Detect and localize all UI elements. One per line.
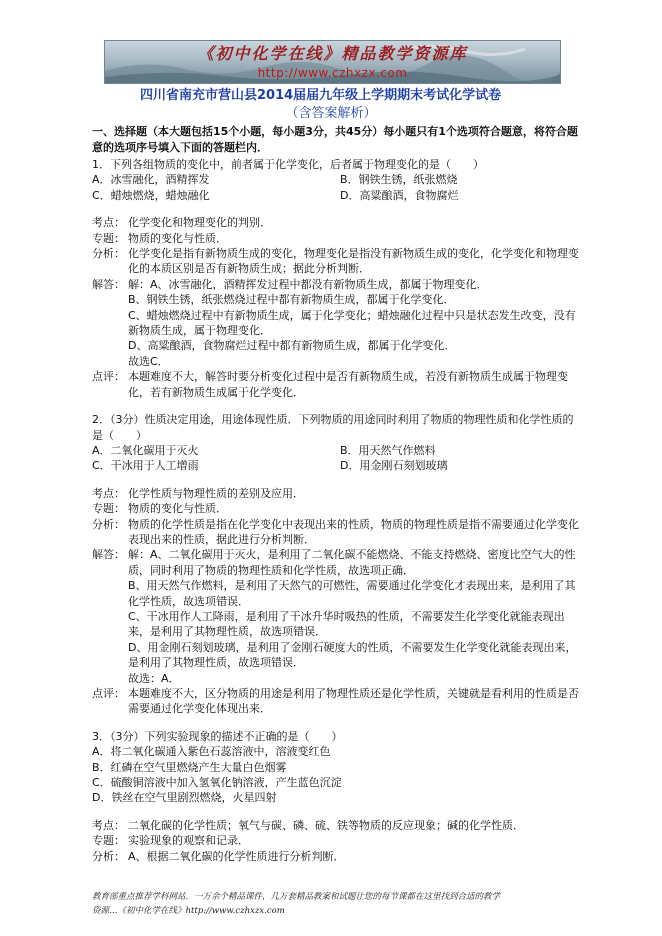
analysis-label: 分析： — [92, 517, 125, 531]
analysis-row — [92, 215, 580, 230]
analysis-label: 专题： — [92, 502, 125, 516]
question-stem: 2．（3分）性质决定用途，用途体现性质．下列物质的用途同时利用了物质的物理性质和化学性质的是（ ） — [92, 413, 574, 442]
analysis-row — [92, 501, 580, 516]
option-c: C．硫酸铜溶液中加入氢氧化钠溶液，产生蓝色沉淀 — [92, 776, 342, 790]
option-grid — [92, 172, 580, 203]
section-heading: 一、选择题（本大题包括15个小题，每小题3分，共45分）每小题只有1个选项符合题意，将符合题意的选项序号填入下面的答题栏内． — [92, 125, 578, 154]
option-a: A．二氧化碳用于灭火 — [92, 443, 199, 457]
answer-choice: 故选：A． — [128, 671, 180, 685]
analysis-row — [92, 246, 580, 277]
analysis-text: A、根据二氧化碳的化学性质进行分析判断． — [128, 849, 345, 863]
analysis-row — [92, 277, 580, 369]
option-a: A．将二氧化碳通入紫色石蕊溶液中，溶液变红色 — [92, 745, 331, 759]
option-grid — [92, 443, 580, 474]
option-d: D．高粱酿酒，食物腐烂 — [340, 188, 459, 202]
analysis-text: C、蜡烛燃烧过程中有新物质生成，属于化学变化；蜡烛融化过程中只是状态发生改变，没有新物质生成，属于物理变化． — [128, 308, 576, 338]
analysis-text: 二氧化碳的化学性质；氧气与碳、磷、硫、铁等物质的反应现象；碱的化学性质． — [128, 818, 524, 832]
option-b: B．钢铁生锈，纸张燃烧 — [340, 173, 458, 187]
analysis-label: 点评： — [92, 687, 125, 700]
analysis-label: 专题： — [92, 231, 125, 245]
analysis-text: B、钢铁生锈，纸张燃烧过程中都有新物质生成，都属于化学变化． — [128, 293, 455, 307]
footer-line: 教育部重点推荐学科网站．一万余个精品课件，几万套精品教案和试题让您的每节课都在这里找到合适的教学 — [92, 892, 501, 902]
analysis-row — [92, 369, 580, 400]
document-subtitle: （含答案解析） — [285, 106, 377, 121]
analysis-row — [92, 486, 580, 501]
question-stem: 3．（3分）下列实验现象的描述不正确的是（ ） — [92, 729, 343, 743]
analysis-text: 化学性质与物理性质的差别及应用． — [128, 486, 304, 500]
analysis-text: 化学变化是指有新物质生成的变化，物理变化是指没有新物质生成的变化，化学变化和物理变化的本质区别是否有新物质生成；据此分析判断． — [128, 247, 579, 276]
analysis-label: 解答： — [92, 277, 125, 291]
option-a: A．冰雪融化，酒精挥发 — [92, 173, 210, 187]
analysis-row — [92, 849, 580, 864]
header-banner — [104, 40, 561, 84]
analysis-text: 解：A、二氧化碳用于灭火，是利用了二氧化碳不能燃烧、不能支持燃烧、密度比空气大的性质，同时利用了物质的物理性质和化学性质，故选项正确． — [128, 548, 576, 577]
analysis-text: 本题难度不大，区分物质的用途是利用了物理性质还是化学性质，关键就是看利用的性质是否需要通过化学变化体现出来． — [128, 687, 579, 716]
question-2 — [92, 412, 580, 717]
analysis-label: 分析： — [92, 247, 125, 261]
analysis-label: 点评： — [92, 370, 125, 384]
analysis-text: 物质的化学性质是指在化学变化中表现出来的性质，物质的物理性质是指不需要通过化学变化表现出来的性质，据此进行分析判断． — [128, 517, 579, 546]
analysis-label: 考点： — [92, 216, 125, 230]
analysis-label: 考点： — [92, 818, 125, 832]
analysis-row — [92, 686, 580, 717]
footer-link[interactable]: 资源…《初中化学在线》http://www.czhxzx.com — [92, 906, 285, 916]
banner-url[interactable]: http://www.czhxzx.com — [257, 66, 408, 80]
analysis-text: D、高粱酿酒，食物腐烂过程中都有新物质生成，都属于化学变化． — [128, 339, 456, 353]
option-b: B．红磷在空气里燃烧产生大量白色烟雾 — [92, 760, 287, 774]
option-d: D．铁丝在空气里剧烈燃烧，火星四射 — [92, 791, 277, 805]
document-title: 四川省南充市营山县2014届届九年级上学期期末考试化学试卷 — [140, 88, 502, 103]
question-3 — [92, 729, 580, 864]
option-d: D．用金刚石刻划玻璃 — [340, 459, 448, 473]
analysis-text: 化学变化和物理变化的判别． — [128, 216, 271, 230]
analysis-text: D、用金刚石刻划玻璃，是利用了金刚石硬度大的性质，不需要发生化学变化就能表现出来，是利用了其物理性质，故选项错误． — [128, 640, 577, 670]
analysis-text: C、干冰用作人工降雨，是利用了干冰升华时吸热的性质，不需要发生化学变化就能表现出来，是利用了其物理性质，故选项错误． — [128, 609, 565, 639]
question-1 — [92, 157, 580, 400]
option-b: B．用天然气作燃料 — [340, 443, 436, 457]
question-stem: 1．下列各组物质的变化中，前者属于化学变化，后者属于物理变化的是（ ） — [92, 158, 484, 171]
analysis-label: 专题： — [92, 834, 125, 848]
banner-title: 《初中化学在线》精品教学资源库 — [197, 44, 468, 63]
analysis-row — [92, 231, 580, 246]
analysis-row — [92, 833, 580, 848]
document-body — [92, 124, 580, 864]
analysis-text: 物质的变化与性质． — [128, 231, 227, 245]
analysis-text: 实验现象的观察和记录． — [128, 834, 249, 848]
analysis-text: 本题难度不大，解答时要分析变化过程中是否有新物质生成，若没有新物质生成属于物理变化，若有新物质生成属于化学变化． — [128, 370, 568, 399]
analysis-label: 分析： — [92, 849, 125, 863]
analysis-text: 物质的变化与性质． — [128, 502, 227, 516]
analysis-label: 考点： — [92, 486, 125, 500]
option-c: C．蜡烛燃烧，蜡烛融化 — [92, 188, 210, 202]
analysis-text: B、用天然气作燃料，是利用了天然气的可燃性，需要通过化学变化才表现出来，是利用了其化学性质，故选项错误． — [128, 579, 576, 608]
analysis-label: 解答： — [92, 548, 125, 562]
analysis-text: 解：A、冰雪融化，酒精挥发过程中都没有新物质生成，都属于物理变化． — [128, 277, 488, 291]
analysis-row — [92, 547, 580, 686]
option-c: C．干冰用于人工增雨 — [92, 459, 199, 473]
answer-choice: 故选C． — [128, 354, 169, 368]
analysis-row — [92, 818, 580, 833]
analysis-row — [92, 517, 580, 548]
page-footer — [92, 890, 582, 918]
